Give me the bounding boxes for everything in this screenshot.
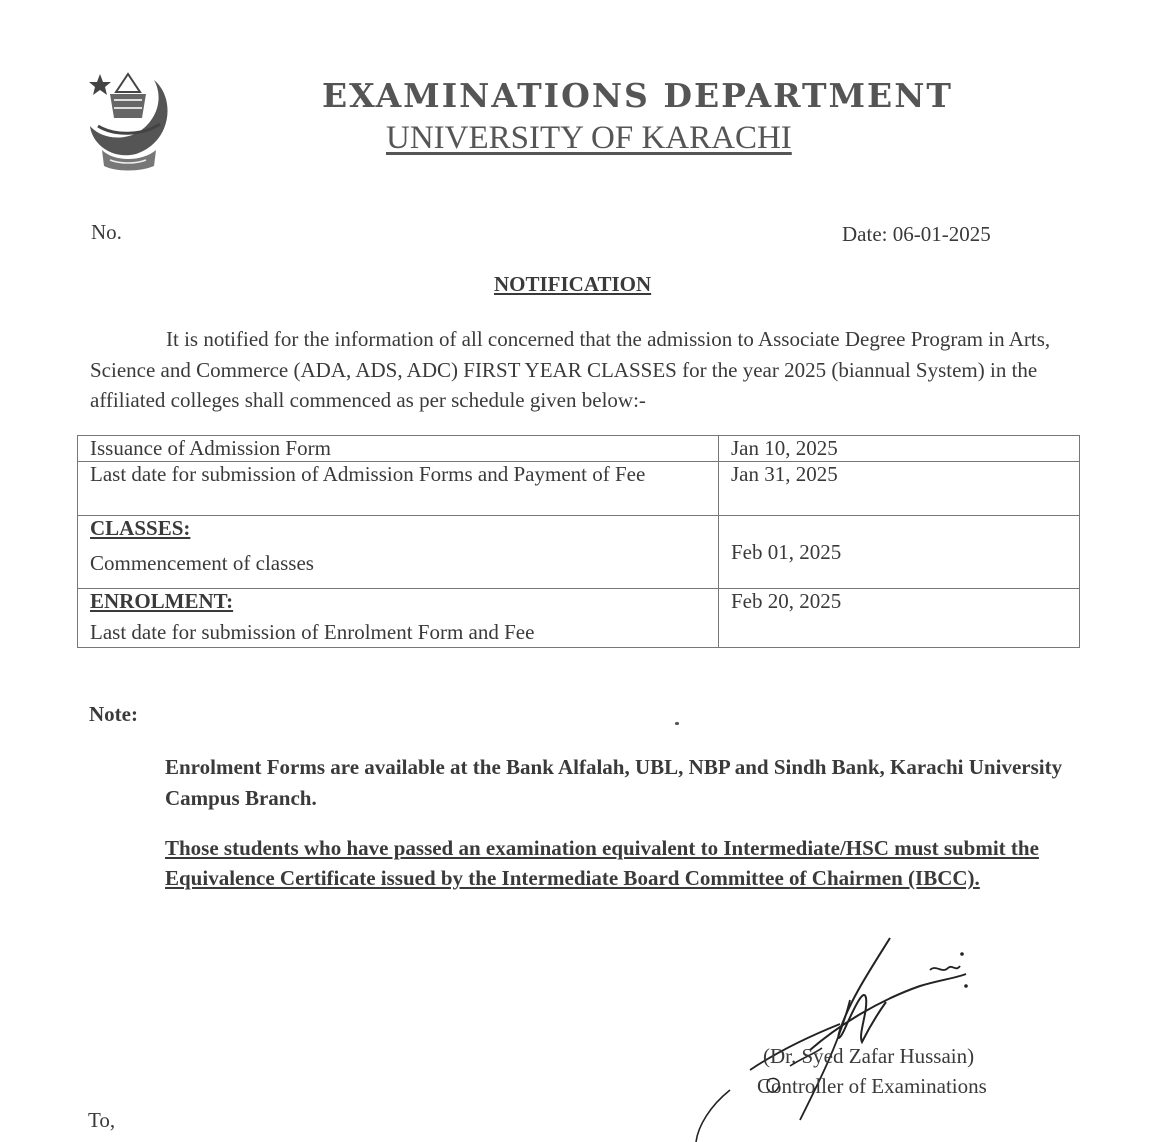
table-row bbox=[78, 436, 1080, 462]
scan-speck bbox=[675, 722, 679, 725]
schedule-label-cell bbox=[78, 462, 719, 516]
star-icon bbox=[89, 74, 111, 95]
schedule-table bbox=[77, 435, 1080, 648]
reference-number-label: No. bbox=[91, 220, 122, 244]
note-paragraph-equivalence: Those students who have passed an examination equivalent to Intermediate/HSC must submit the Equivalence Certificate issued by the Intermediate Board Committee of Chairmen (IBCC). bbox=[165, 836, 1039, 890]
schedule-date-cell bbox=[719, 516, 1080, 589]
university-logo bbox=[84, 70, 176, 174]
schedule-label: Issuance of Admission Form bbox=[90, 436, 331, 460]
table-row bbox=[78, 462, 1080, 516]
schedule-label: Last date for submission of Enrolment Form and Fee bbox=[90, 620, 535, 644]
table-row bbox=[78, 516, 1080, 589]
schedule-date-cell bbox=[719, 462, 1080, 516]
university-name: UNIVERSITY OF KARACHI bbox=[386, 120, 792, 156]
table-row bbox=[78, 589, 1080, 648]
schedule-label-cell bbox=[78, 436, 719, 462]
notification-heading: NOTIFICATION bbox=[494, 272, 652, 296]
schedule-label-cell bbox=[78, 589, 719, 648]
intro-text: It is notified for the information of all concerned that the admission to Associate Degree Program in Arts, Science and Commerce (ADA, ADS, ADC) FIRST YEAR CLASSES for the year 2025 (biannual System) in the affiliated colleges shall commenced as per schedule given below:- bbox=[90, 327, 1051, 412]
schedule-date-cell bbox=[719, 589, 1080, 648]
schedule-date: Jan 31, 2025 bbox=[731, 462, 838, 486]
schedule-date: Jan 10, 2025 bbox=[731, 436, 838, 460]
signatory-title: Controller of Examinations bbox=[757, 1074, 987, 1098]
schedule-date: Feb 20, 2025 bbox=[731, 589, 842, 613]
notification-date: Date: 06-01-2025 bbox=[842, 222, 991, 246]
schedule-label-cell bbox=[78, 516, 719, 589]
enrolment-heading: ENROLMENT: bbox=[90, 589, 234, 613]
signatory-name: (Dr. Syed Zafar Hussain) bbox=[763, 1044, 975, 1068]
schedule-label: Commencement of classes bbox=[90, 551, 314, 575]
note-label: Note: bbox=[89, 702, 138, 726]
signature bbox=[690, 930, 980, 1142]
to-label: To, bbox=[88, 1108, 116, 1132]
note-paragraph-enrolment: Enrolment Forms are available at the Bank Alfalah, UBL, NBP and Sindh Bank, Karachi University Campus Branch. bbox=[165, 755, 1063, 810]
schedule-label: Last date for submission of Admission Forms and Payment of Fee bbox=[90, 462, 646, 486]
schedule-date: Feb 01, 2025 bbox=[731, 539, 842, 564]
department-title: EXAMINATIONS DEPARTMENT bbox=[322, 76, 953, 115]
intro-paragraph bbox=[90, 324, 1080, 416]
schedule-date-cell bbox=[719, 436, 1080, 462]
classes-heading: CLASSES: bbox=[90, 516, 191, 540]
